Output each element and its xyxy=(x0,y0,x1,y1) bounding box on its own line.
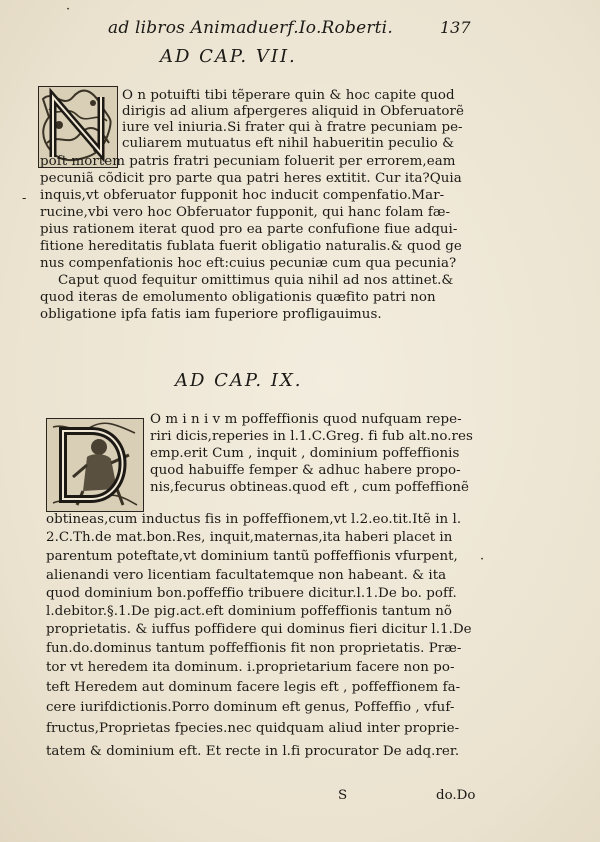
text-line: quod iteras de emolumento obligationis quæfito patri non xyxy=(40,290,436,305)
text-line: Caput quod fequitur omittimus quia nihil ad nos attinet.& xyxy=(58,273,454,288)
text-line: proprietatis. & iuffus poffidere qui dominus fieri dicitur l.1.De xyxy=(46,622,472,637)
text-line: dirigis ad alium afpergeres aliquid in Obferuatorẽ xyxy=(122,104,464,119)
catchword: do.Do xyxy=(436,788,476,803)
figure-initial-icon xyxy=(47,419,143,511)
running-head: ad libros Animaduerf.Io.Roberti. xyxy=(108,18,393,38)
text-line: nis,fecurus obtineas.quod eft , cum poffeffionẽ xyxy=(150,480,469,495)
signature-mark: S xyxy=(338,788,348,803)
decorated-initial-d xyxy=(46,418,144,512)
text-line: fun.do.dominus tantum poffeffionis fit non proprietatis. Præ- xyxy=(46,641,462,656)
ink-speck: · xyxy=(66,2,71,17)
text-line: obligatione ipfa fatis iam fuperiore profligauimus. xyxy=(40,307,382,322)
text-line: culiarem mutuatus eft nihil habueritin peculio & xyxy=(122,136,455,151)
text-line: pius rationem iterat quod pro ea parte confufione fiue adqui- xyxy=(40,222,458,237)
text-line: iure vel iniuria.Si frater qui à fratre pecuniam pe- xyxy=(122,120,463,135)
text-line: obtineas,cum inductus fis in poffeffionem,vt l.2.eo.tit.Itẽ in l. xyxy=(46,512,462,527)
folio-number: 137 xyxy=(440,18,471,37)
text-line: rucine,vbi vero hoc Obferuator fupponit, qui hanc folam fæ- xyxy=(40,205,451,220)
chapter-heading: AD CAP. VII. xyxy=(160,46,297,67)
text-line: pecuniã cõdicit pro parte qua patri heres extitit. Cur ita?Quia xyxy=(40,171,462,186)
text-line: parentum poteftate,vt dominium tantũ poffeffionis vfurpent, xyxy=(46,549,458,564)
chapter-heading: AD CAP. IX. xyxy=(175,370,303,391)
text-line: alienandi vero licentiam facultatemque non habeant. & ita xyxy=(46,568,447,583)
text-line: nus compenfationis hoc eft:cuius pecuniæ cum qua pecunia? xyxy=(40,256,457,271)
text-line: O n potuifti tibi tẽperare quin & hoc capite quod xyxy=(122,88,455,103)
text-line: inquis,vt obferuator fupponit hoc inducit compenfatio.Mar- xyxy=(40,188,445,203)
text-line: O m i n i v m poffeffionis quod nufquam repe- xyxy=(150,412,462,427)
text-line: quod dominium bon.poffeffio tribuere dicitur.l.1.De bo. poff. xyxy=(46,586,457,601)
text-line: cere iurifdictionis.Porro dominum eft genus, Poffeffio , vfuf- xyxy=(46,700,455,715)
text-line: fitione hereditatis fublata fuerit obligatio naturalis.& quod ge xyxy=(40,239,462,254)
margin-mark: - xyxy=(22,191,27,206)
text-line: teft Heredem aut dominum facere legis eft , poffeffionem fa- xyxy=(46,680,461,695)
text-line: l.debitor.§.1.De pig.act.eft dominium poffeffionis tantum nõ xyxy=(46,604,452,619)
text-line: 2.C.Th.de mat.bon.Res, inquit,maternas,ita haberi placet in xyxy=(46,530,453,545)
text-line: tatem & dominium eft. Et recte in l.fi procurator De adq.rer. xyxy=(46,744,460,759)
text-line: riri dicis,reperies in l.1.C.Greg. fi fub alt.no.res xyxy=(150,429,473,444)
text-line: quod habuiffe femper & adhuc habere propo- xyxy=(150,463,461,478)
margin-mark: · xyxy=(480,552,485,567)
text-line: tor vt heredem ita dominum. i.proprietarium facere non po- xyxy=(46,660,455,675)
text-line: fructus,Proprietas fpecies.nec quidquam aliud inter proprie- xyxy=(46,721,460,736)
text-line: emp.erit Cum , inquit , dominium poffeffionis xyxy=(150,446,460,461)
text-line: poft mortem patris fratri pecuniam foluerit per errorem,eam xyxy=(40,154,456,169)
